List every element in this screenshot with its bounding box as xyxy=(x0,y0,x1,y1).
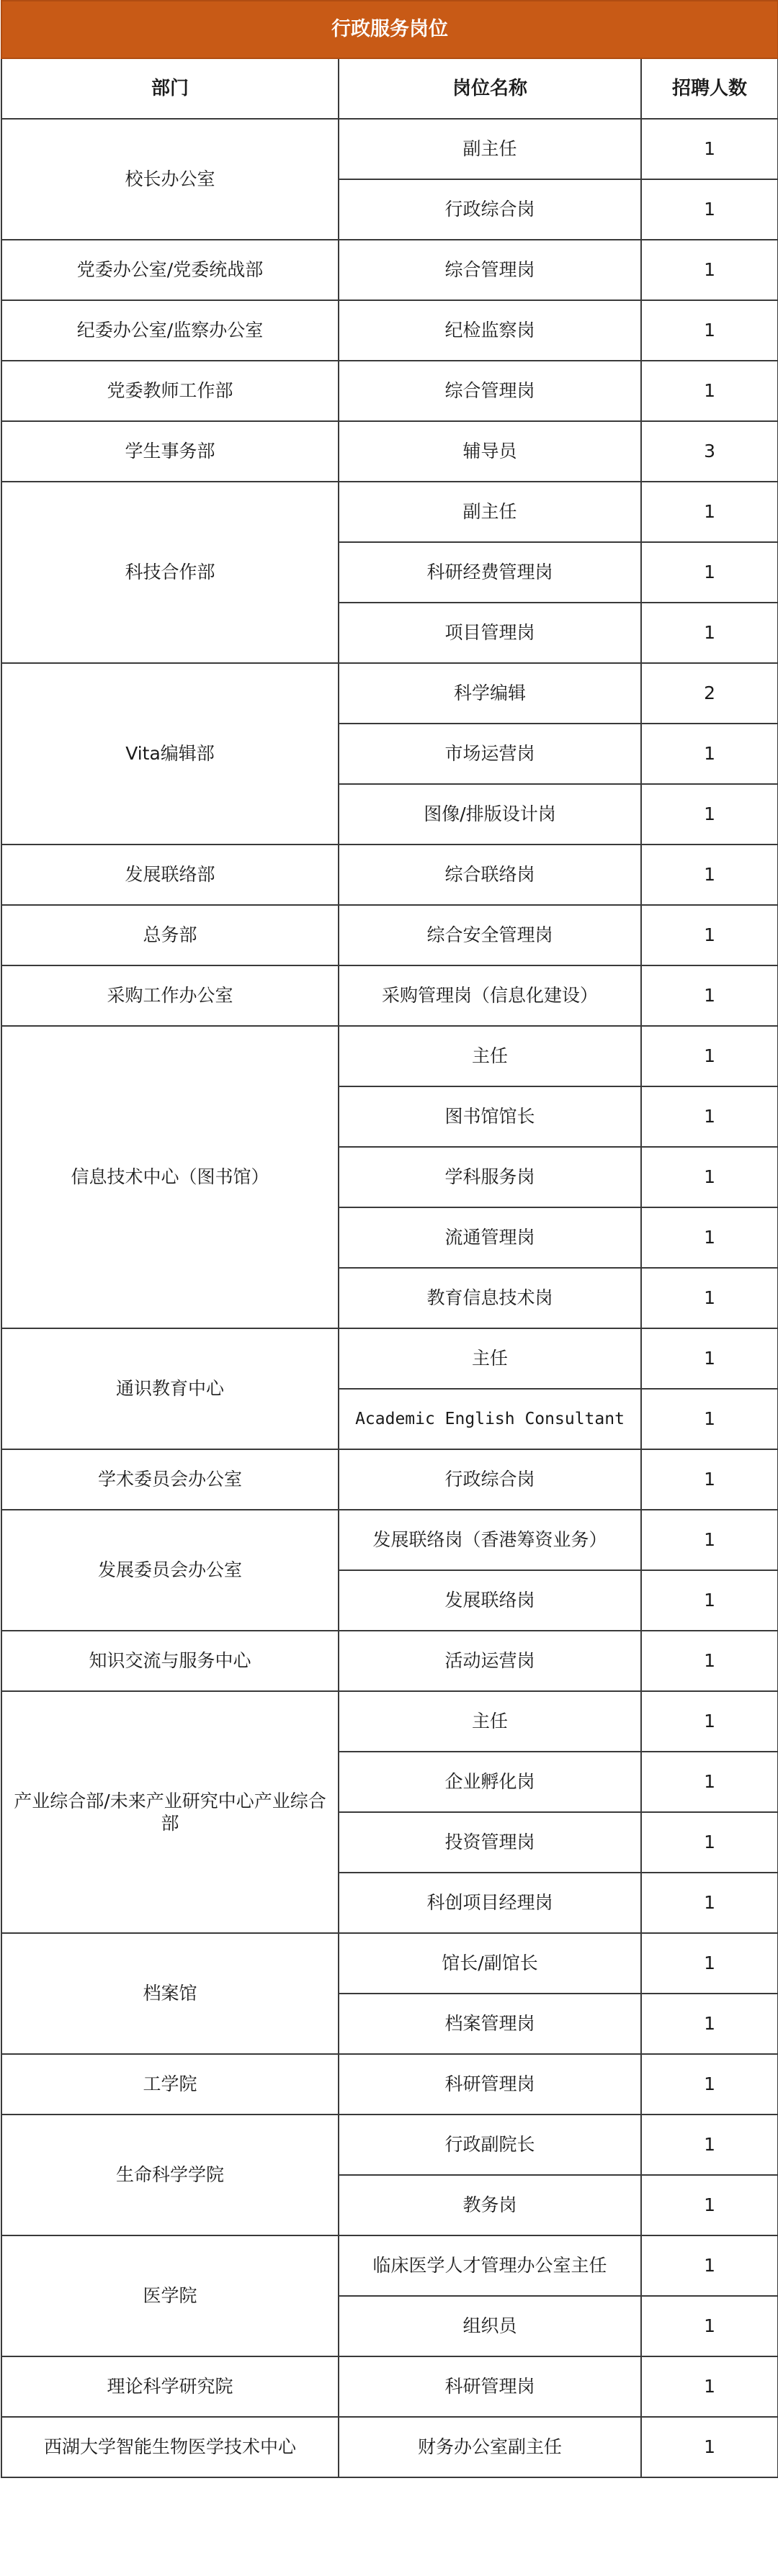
count-cell: 1 xyxy=(641,179,778,240)
count-cell: 1 xyxy=(641,300,778,361)
count-cell: 1 xyxy=(641,1933,778,1994)
table-body xyxy=(1,119,778,2477)
table-row xyxy=(1,1933,778,1994)
count-cell: 1 xyxy=(641,1389,778,1449)
count-cell: 1 xyxy=(641,2235,778,2296)
count-cell: 1 xyxy=(641,1691,778,1752)
table-row xyxy=(1,2417,778,2477)
count-cell: 1 xyxy=(641,1873,778,1933)
count-cell: 3 xyxy=(641,421,778,482)
count-cell: 1 xyxy=(641,1570,778,1631)
table-row xyxy=(1,1449,778,1510)
count-cell: 1 xyxy=(641,482,778,542)
count-cell: 1 xyxy=(641,2175,778,2235)
table-row xyxy=(1,2235,778,2296)
dept-cell: 通识教育中心 xyxy=(1,1328,339,1449)
position-cell: 科创项目经理岗 xyxy=(339,1873,641,1933)
position-cell: 综合安全管理岗 xyxy=(339,905,641,965)
count-cell: 1 xyxy=(641,240,778,300)
count-cell: 1 xyxy=(641,2054,778,2115)
dept-cell: 医学院 xyxy=(1,2235,339,2356)
table-row xyxy=(1,240,778,300)
position-cell: 组织员 xyxy=(339,2296,641,2356)
count-cell: 1 xyxy=(641,1086,778,1147)
dept-cell: 学生事务部 xyxy=(1,421,339,482)
dept-cell: 理论科学研究院 xyxy=(1,2356,339,2417)
count-cell: 1 xyxy=(641,2296,778,2356)
header-count: 招聘人数 xyxy=(641,58,778,119)
count-cell: 2 xyxy=(641,663,778,724)
count-cell: 1 xyxy=(641,1510,778,1570)
count-cell: 1 xyxy=(641,965,778,1026)
dept-cell: 纪委办公室/监察办公室 xyxy=(1,300,339,361)
position-cell: 行政综合岗 xyxy=(339,1449,641,1510)
count-cell: 1 xyxy=(641,2356,778,2417)
table-row xyxy=(1,663,778,724)
count-cell: 1 xyxy=(641,1631,778,1691)
position-cell: 科研管理岗 xyxy=(339,2054,641,2115)
dept-cell: 生命科学学院 xyxy=(1,2115,339,2235)
table-row xyxy=(1,1631,778,1691)
count-cell: 1 xyxy=(641,2115,778,2175)
position-cell: 流通管理岗 xyxy=(339,1207,641,1268)
position-cell: 主任 xyxy=(339,1328,641,1389)
dept-cell: 党委教师工作部 xyxy=(1,361,339,421)
position-cell: 教务岗 xyxy=(339,2175,641,2235)
table-row xyxy=(1,119,778,179)
position-cell: 综合管理岗 xyxy=(339,240,641,300)
dept-cell: 产业综合部/未来产业研究中心产业综合部 xyxy=(1,1691,339,1933)
count-cell: 1 xyxy=(641,845,778,905)
position-cell: 投资管理岗 xyxy=(339,1812,641,1873)
position-cell: 纪检监察岗 xyxy=(339,300,641,361)
dept-cell: 知识交流与服务中心 xyxy=(1,1631,339,1691)
count-cell: 1 xyxy=(641,361,778,421)
table-title: 行政服务岗位 xyxy=(1,1,778,58)
count-cell: 1 xyxy=(641,905,778,965)
table-row xyxy=(1,482,778,542)
table-row xyxy=(1,300,778,361)
table-row xyxy=(1,1328,778,1389)
dept-cell: 采购工作办公室 xyxy=(1,965,339,1026)
count-cell: 1 xyxy=(641,1752,778,1812)
dept-cell: 信息技术中心（图书馆） xyxy=(1,1026,339,1328)
count-cell: 1 xyxy=(641,1449,778,1510)
count-cell: 1 xyxy=(641,1026,778,1086)
position-cell: 市场运营岗 xyxy=(339,724,641,784)
position-cell: 图像/排版设计岗 xyxy=(339,784,641,845)
table-row xyxy=(1,2115,778,2175)
position-cell: 临床医学人才管理办公室主任 xyxy=(339,2235,641,2296)
position-cell: 项目管理岗 xyxy=(339,603,641,663)
table-row xyxy=(1,2356,778,2417)
header-dept: 部门 xyxy=(1,58,339,119)
position-cell: 行政综合岗 xyxy=(339,179,641,240)
table-row xyxy=(1,965,778,1026)
dept-cell: 发展联络部 xyxy=(1,845,339,905)
position-cell: 企业孵化岗 xyxy=(339,1752,641,1812)
position-cell: 主任 xyxy=(339,1691,641,1752)
position-cell: 教育信息技术岗 xyxy=(339,1268,641,1328)
position-cell: 科学编辑 xyxy=(339,663,641,724)
position-cell: 档案管理岗 xyxy=(339,1994,641,2054)
position-cell: 财务办公室副主任 xyxy=(339,2417,641,2477)
count-cell: 1 xyxy=(641,2417,778,2477)
table-row xyxy=(1,1026,778,1086)
dept-cell: 科技合作部 xyxy=(1,482,339,663)
job-table xyxy=(1,0,778,2478)
table-row xyxy=(1,905,778,965)
position-cell: 主任 xyxy=(339,1026,641,1086)
count-cell: 1 xyxy=(641,1994,778,2054)
count-cell: 1 xyxy=(641,724,778,784)
count-cell: 1 xyxy=(641,119,778,179)
header-row xyxy=(1,58,778,119)
position-cell: 副主任 xyxy=(339,482,641,542)
position-cell: 科研管理岗 xyxy=(339,2356,641,2417)
dept-cell: 工学院 xyxy=(1,2054,339,2115)
position-cell: 活动运营岗 xyxy=(339,1631,641,1691)
count-cell: 1 xyxy=(641,542,778,603)
count-cell: 1 xyxy=(641,603,778,663)
table-row xyxy=(1,1691,778,1752)
count-cell: 1 xyxy=(641,1147,778,1207)
title-row xyxy=(1,1,778,58)
count-cell: 1 xyxy=(641,1328,778,1389)
dept-cell: 西湖大学智能生物医学技术中心 xyxy=(1,2417,339,2477)
count-cell: 1 xyxy=(641,1268,778,1328)
dept-cell: 档案馆 xyxy=(1,1933,339,2054)
position-cell: 学科服务岗 xyxy=(339,1147,641,1207)
position-cell: 副主任 xyxy=(339,119,641,179)
count-cell: 1 xyxy=(641,784,778,845)
count-cell: 1 xyxy=(641,1812,778,1873)
dept-cell: Vita编辑部 xyxy=(1,663,339,845)
count-cell: 1 xyxy=(641,1207,778,1268)
position-cell: 图书馆馆长 xyxy=(339,1086,641,1147)
position-cell: 采购管理岗（信息化建设） xyxy=(339,965,641,1026)
table-row xyxy=(1,2054,778,2115)
position-cell: 科研经费管理岗 xyxy=(339,542,641,603)
position-cell: 综合管理岗 xyxy=(339,361,641,421)
dept-cell: 发展委员会办公室 xyxy=(1,1510,339,1631)
dept-cell: 党委办公室/党委统战部 xyxy=(1,240,339,300)
position-cell: 发展联络岗 xyxy=(339,1570,641,1631)
position-cell: 馆长/副馆长 xyxy=(339,1933,641,1994)
position-cell: 辅导员 xyxy=(339,421,641,482)
position-cell: 行政副院长 xyxy=(339,2115,641,2175)
dept-cell: 总务部 xyxy=(1,905,339,965)
position-cell: 发展联络岗（香港筹资业务） xyxy=(339,1510,641,1570)
table-row xyxy=(1,421,778,482)
header-position: 岗位名称 xyxy=(339,58,641,119)
position-cell: Academic English Consultant xyxy=(339,1389,641,1449)
position-cell: 综合联络岗 xyxy=(339,845,641,905)
dept-cell: 学术委员会办公室 xyxy=(1,1449,339,1510)
table-row xyxy=(1,361,778,421)
table-row xyxy=(1,1510,778,1570)
dept-cell: 校长办公室 xyxy=(1,119,339,240)
table-row xyxy=(1,845,778,905)
